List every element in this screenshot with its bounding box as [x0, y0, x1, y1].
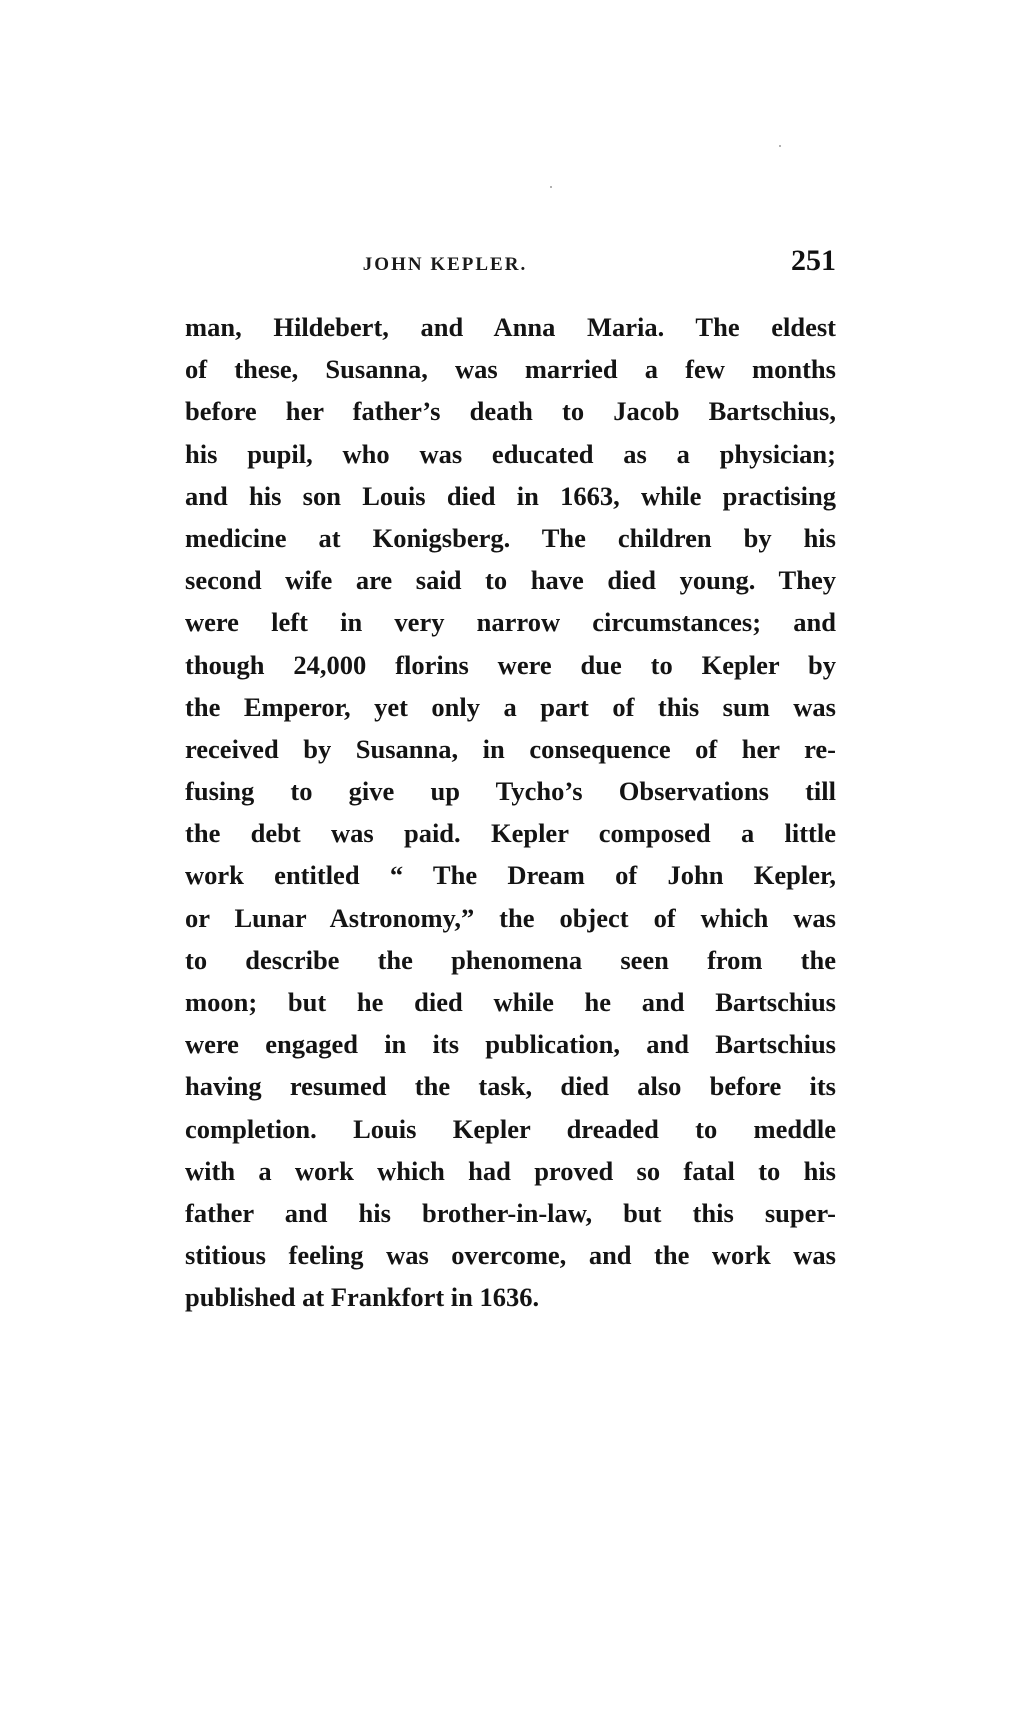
text-line: having resumed the task, died also before its — [185, 1071, 836, 1102]
text-line: father and his brother-in-law, but this super- — [185, 1197, 836, 1228]
text-line: his pupil, who was educated as a physician; — [185, 438, 836, 469]
text-line: though 24,000 florins were due to Kepler by — [185, 649, 836, 680]
text-line: second wife are said to have died young. They — [185, 565, 836, 596]
text-line: of these, Susanna, was married a few months — [185, 354, 836, 385]
text-line: man, Hildebert, and Anna Maria. The eldest — [185, 312, 836, 342]
text-line: received by Susanna, in consequence of her re- — [185, 733, 836, 764]
text-line: and his son Louis died in 1663, while practising — [185, 480, 836, 511]
text-line: work entitled “ The Dream of John Kepler, — [185, 860, 836, 891]
text-line: medicine at Konigsberg. The children by his — [185, 522, 836, 553]
paper-speck — [779, 145, 781, 147]
running-title: JOHN KEPLER. — [362, 254, 528, 275]
text-line: stitious feeling was overcome, and the work was — [185, 1240, 836, 1271]
text-line: were engaged in its publication, and Bartschius — [185, 1029, 836, 1060]
body-text — [185, 306, 836, 1319]
text-line: moon; but he died while he and Bartschius — [185, 987, 836, 1017]
page-number: 251 — [791, 244, 836, 277]
text-line: to describe the phenomena seen from the — [185, 944, 836, 975]
text-line: before her father’s death to Jacob Bartschius, — [185, 396, 836, 427]
text-line: or Lunar Astronomy,” the object of which was — [185, 902, 836, 933]
text-line-last: published at Frankfort in 1636. — [185, 1282, 540, 1313]
text-line: were left in very narrow circumstances; and — [185, 607, 836, 638]
text-line: the Emperor, yet only a part of this sum was — [185, 691, 836, 722]
text-line: the debt was paid. Kepler composed a little — [185, 818, 836, 849]
text-line: fusing to give up Tycho’s Observations till — [185, 776, 836, 807]
text-line: completion. Louis Kepler dreaded to meddle — [185, 1113, 836, 1144]
paper-speck — [550, 186, 552, 188]
text-line: with a work which had proved so fatal to his — [185, 1155, 836, 1186]
running-head — [185, 244, 836, 284]
